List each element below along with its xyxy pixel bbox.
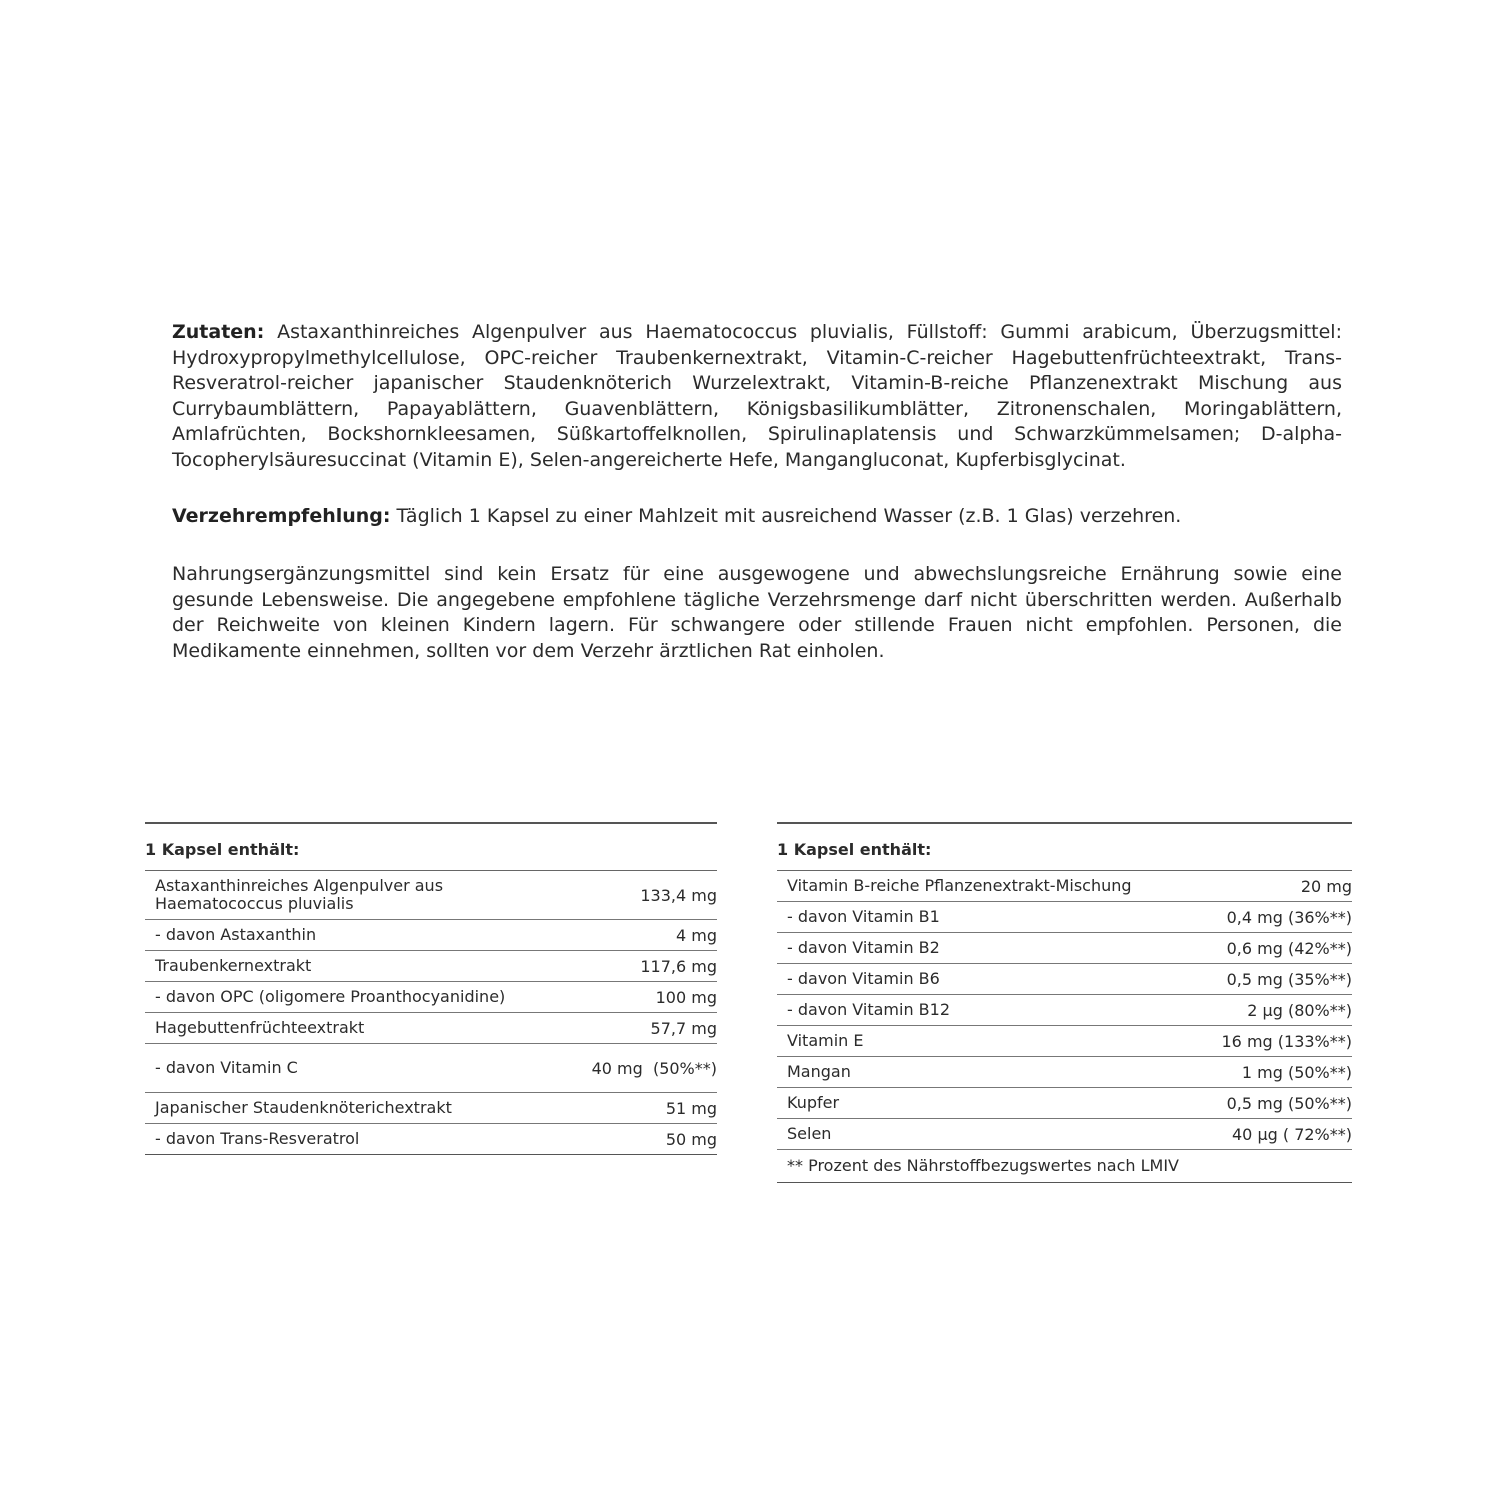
row-name: - davon Vitamin B1 — [787, 907, 940, 926]
row-value: 100 mg — [655, 987, 717, 1007]
row-value: 20 mg — [1300, 876, 1352, 896]
row-name: - davon Vitamin B12 — [787, 1000, 951, 1019]
row-name: Traubenkernextrakt — [155, 956, 312, 975]
table-row — [777, 871, 1352, 902]
row-value: 51 mg — [665, 1098, 717, 1118]
table-row — [777, 995, 1352, 1026]
table-header: 1 Kapsel enthält: — [777, 824, 1352, 871]
row-name: Selen — [787, 1124, 832, 1143]
table-header: 1 Kapsel enthält: — [145, 824, 717, 871]
ingredients-text: Astaxanthinreiches Algenpulver aus Haematococcus pluvialis, Füllstoff: Gummi arabicum, Überzugsmittel: Hydroxypropylmethylcellulose, OPC-reicher Traubenkernextrakt, Vitamin-C-reicher Hagebuttenfrüchteextrakt, Trans-Resveratrol-reicher japanischer Staudenknöterich Wurzelextrakt, Vitamin-B-reiche Pflanzenextrakt Mischung aus Currybaumblättern, Papayablättern, Guavenblättern, Königsbasilikumblätter, Zitronenschalen, Moringablättern, Amlafrüchten, Bockshornkleesamen, Süßkartoffelknollen, Spirulinaplatensis und Schwarzkümmelsamen; D-alpha-Tocopherylsäuresuccinat (Vitamin E), Selen-angereicherte Hefe, Mangangluconat, Kupferbisglycinat. — [172, 321, 1342, 471]
row-value: 4 mg — [675, 925, 717, 945]
row-value: 0,5 mg (35%**) — [1226, 969, 1352, 989]
row-name: - davon OPC (oligomere Proanthocyanidine) — [155, 987, 506, 1006]
ingredients-label: Zutaten: — [172, 321, 265, 343]
table-row — [145, 1044, 717, 1093]
recommendation-label: Verzehrempfehlung: — [172, 505, 391, 527]
row-value: 133,4 mg — [640, 885, 717, 905]
row-value: 50 mg — [665, 1129, 717, 1149]
row-value: 1 mg (50%**) — [1241, 1062, 1352, 1082]
warning-text: Nahrungsergänzungsmittel sind kein Ersatz für eine ausgewogene und abwechslungsreiche Ernährung sowie eine gesunde Lebensweise. Die angegebene empfohlene tägliche Verzehrsmenge darf nicht überschritten werden. Außerhalb der Reichweite von kleinen Kindern lagern. Für schwangere oder stillende Frauen nicht empfohlen. Personen, die Medikamente einnehmen, sollten vor dem Verzehr ärztlichen Rat einholen. — [172, 563, 1342, 662]
row-name: - davon Vitamin B6 — [787, 969, 940, 988]
table-row — [777, 1119, 1352, 1150]
table-row — [777, 1088, 1352, 1119]
row-name: Hagebuttenfrüchteextrakt — [155, 1018, 365, 1037]
table-row — [145, 951, 717, 982]
row-value: 0,4 mg (36%**) — [1226, 907, 1352, 927]
row-value: 40 mg (50%**) — [591, 1058, 717, 1078]
ingredients-paragraph — [172, 320, 1342, 473]
row-name: Japanischer Staudenknöterichextrakt — [155, 1098, 452, 1117]
nutrition-table-left — [145, 822, 717, 1155]
row-value: 16 mg (133%**) — [1221, 1031, 1352, 1051]
row-value: 0,6 mg (42%**) — [1226, 938, 1352, 958]
recommendation-paragraph — [172, 504, 1342, 530]
row-value: 117,6 mg — [640, 956, 717, 976]
row-value: 0,5 mg (50%**) — [1226, 1093, 1352, 1113]
row-name: - davon Vitamin B2 — [787, 938, 940, 957]
table-row — [145, 1124, 717, 1155]
table-footnote: ** Prozent des Nährstoffbezugswertes nach LMIV — [777, 1150, 1352, 1183]
table-row — [777, 1026, 1352, 1057]
row-name: Astaxanthinreiches Algenpulver aus Haematococcus pluvialis — [155, 876, 444, 913]
table-row — [777, 933, 1352, 964]
row-name: - davon Astaxanthin — [155, 925, 317, 944]
row-value: 2 µg (80%**) — [1247, 1000, 1352, 1020]
row-value: 40 µg ( 72%**) — [1232, 1124, 1352, 1144]
row-value: 57,7 mg — [650, 1018, 717, 1038]
table-row — [777, 964, 1352, 995]
table-row — [145, 871, 717, 920]
row-name: - davon Trans-Resveratrol — [155, 1129, 360, 1148]
row-name: - davon Vitamin C — [155, 1058, 298, 1077]
table-row — [145, 1013, 717, 1044]
nutrition-table-right — [777, 822, 1352, 1183]
row-name: Mangan — [787, 1062, 851, 1081]
table-row — [777, 1057, 1352, 1088]
table-row — [145, 982, 717, 1013]
recommendation-text: Täglich 1 Kapsel zu einer Mahlzeit mit ausreichend Wasser (z.B. 1 Glas) verzehren. — [390, 505, 1182, 527]
table-row — [777, 902, 1352, 933]
table-row — [145, 1093, 717, 1124]
row-name: Vitamin E — [787, 1031, 864, 1050]
warning-paragraph — [172, 562, 1342, 664]
row-name: Kupfer — [787, 1093, 840, 1112]
row-name: Vitamin B-reiche Pflanzenextrakt-Mischung — [787, 876, 1132, 895]
table-row — [145, 920, 717, 951]
